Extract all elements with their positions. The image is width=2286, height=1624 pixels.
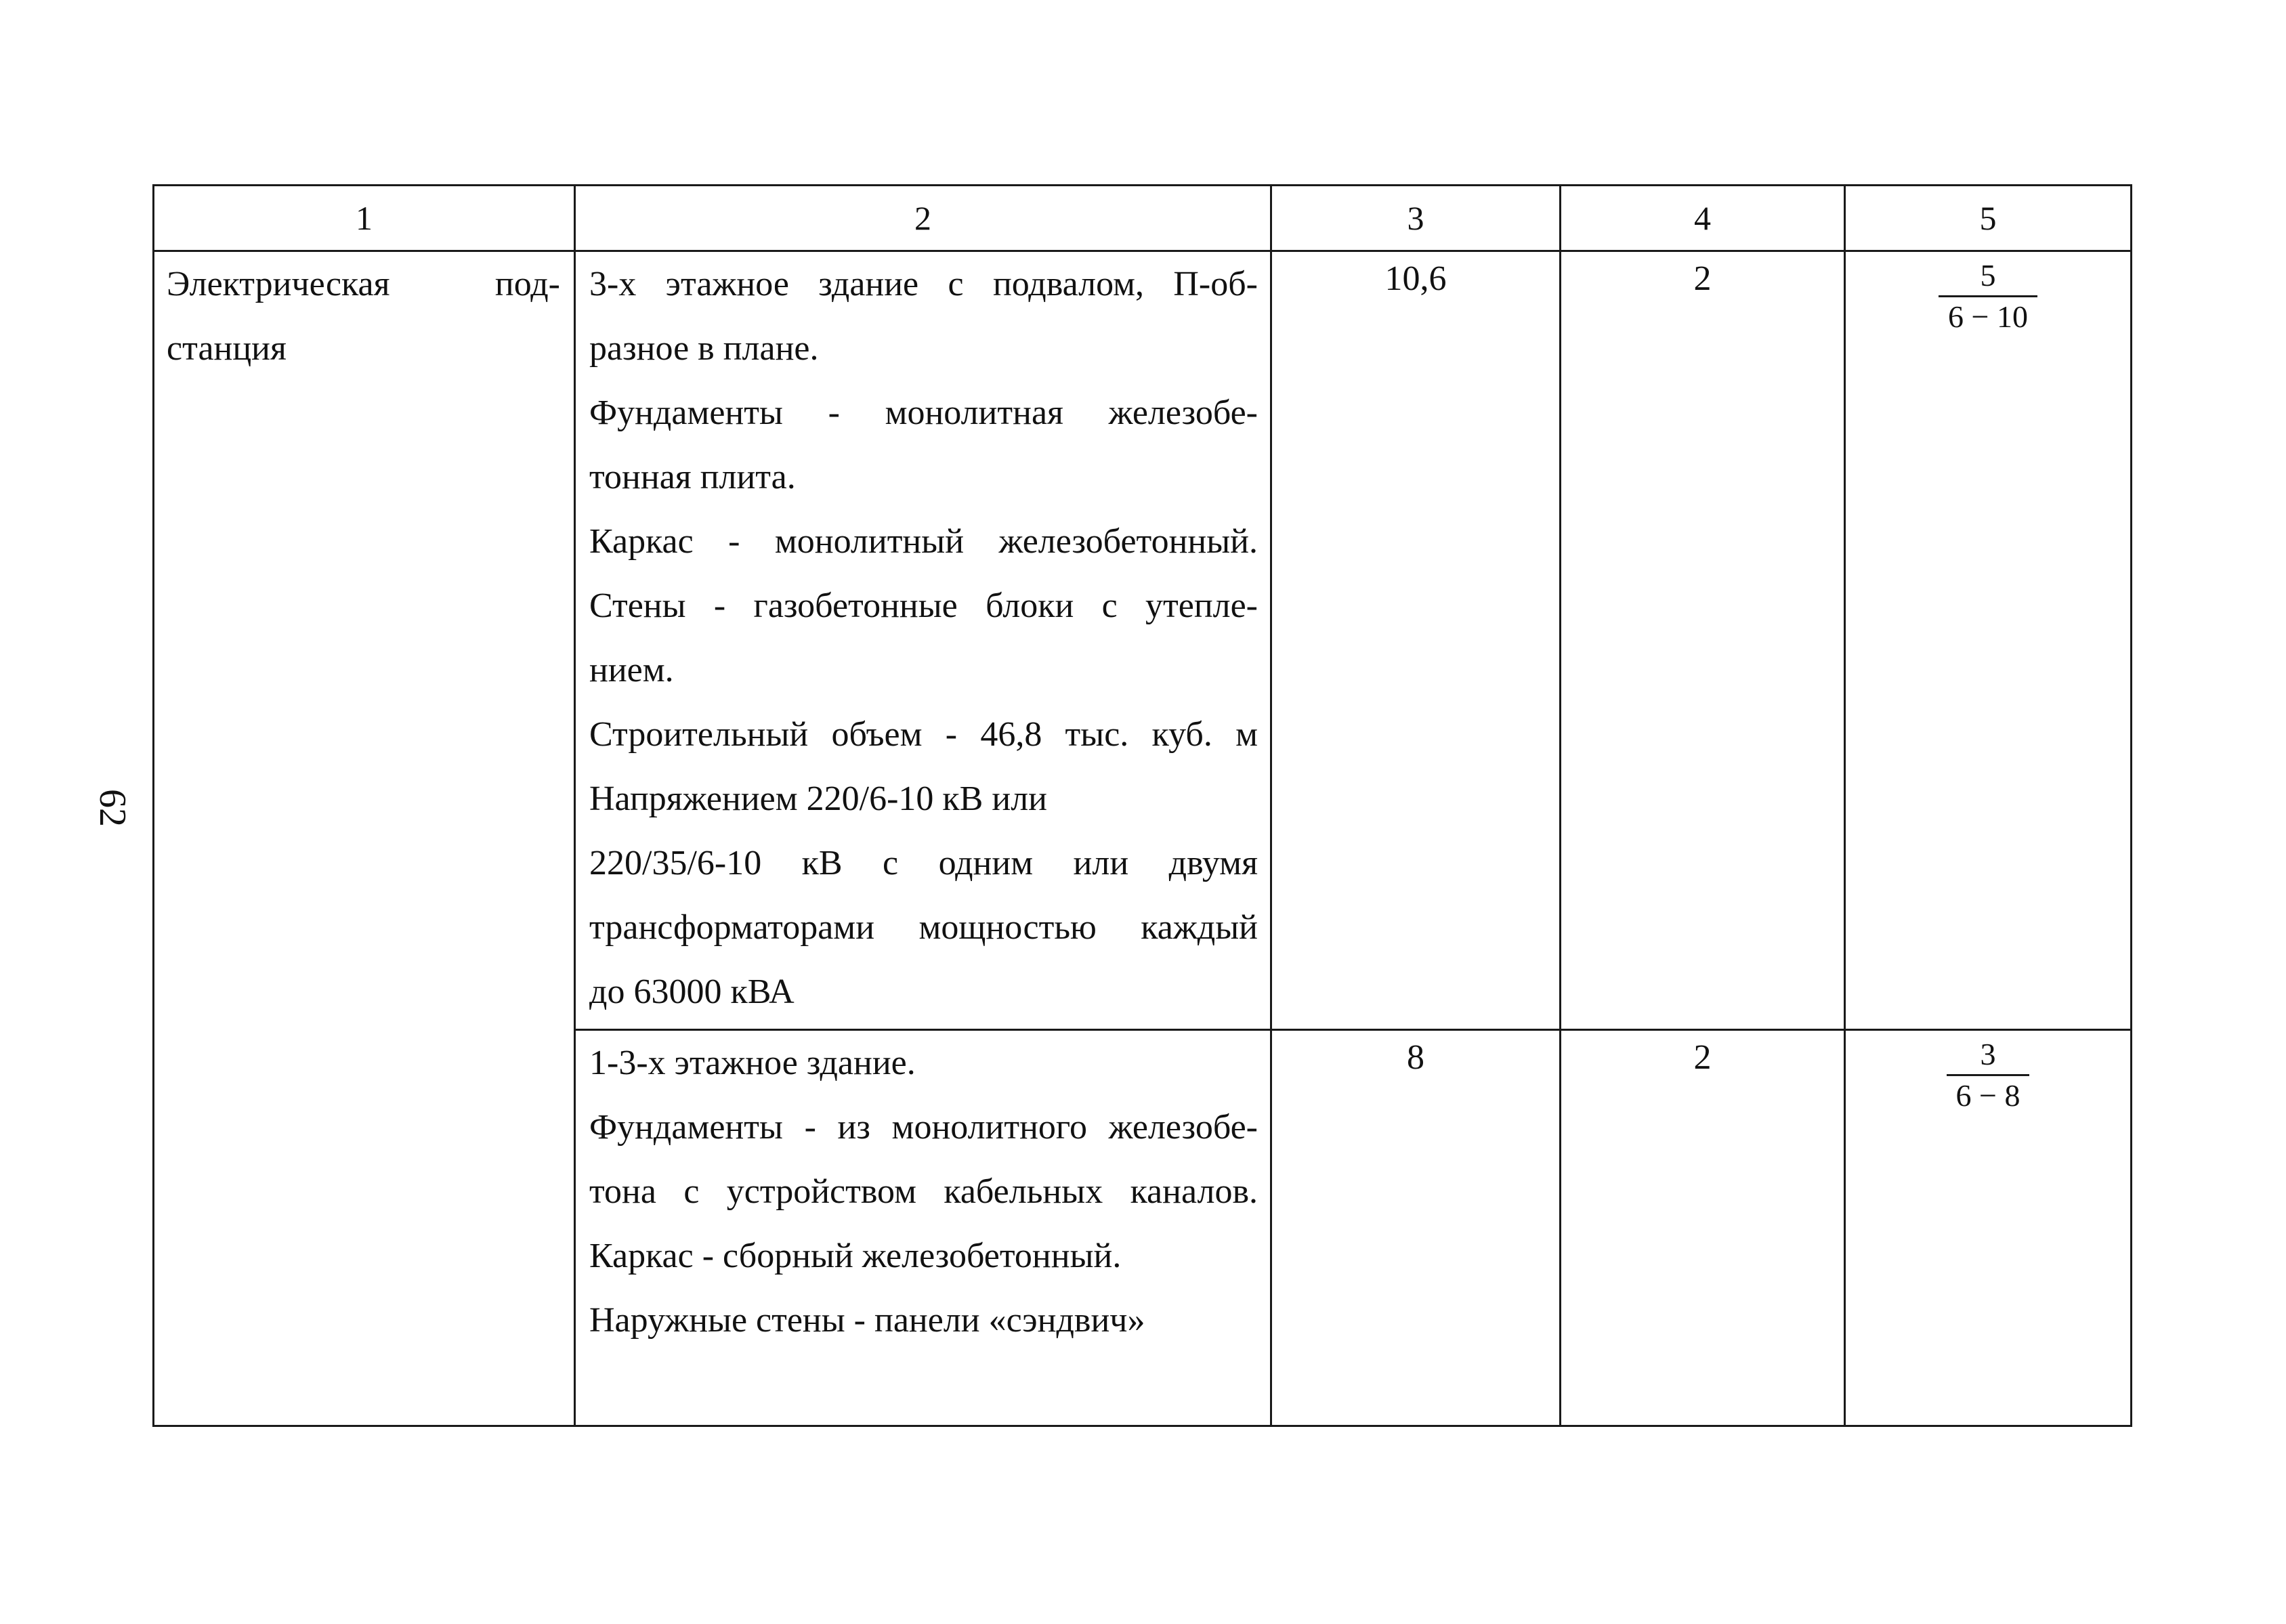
column-header: 4 <box>1561 186 1845 251</box>
description-line: Каркас - сборный железобетонный. <box>589 1237 1122 1275</box>
column-header: 2 <box>575 186 1271 251</box>
description-line: Строительный объем - 46,8 тыс. куб. м <box>589 715 1258 754</box>
description-line: 3-х этажное здание с подвалом, П-об- <box>589 265 1258 303</box>
object-name-cell <box>154 251 575 1426</box>
table-header-row <box>154 186 2132 251</box>
fraction-numerator: 3 <box>1947 1039 2030 1076</box>
description-line: нием. <box>589 651 674 689</box>
fraction-denominator: 6 − 8 <box>1955 1078 2020 1113</box>
description-line: 1-3-х этажное здание. <box>589 1044 916 1082</box>
fraction-value <box>1939 260 2037 333</box>
value-cell-col5 <box>1845 1030 2132 1426</box>
value-cell-col5 <box>1845 251 2132 1030</box>
column-header: 5 <box>1845 186 2132 251</box>
description-line: тона с устройством кабельных каналов. <box>589 1172 1258 1211</box>
spec-table <box>152 184 2132 1427</box>
description-line: Стены - газобетонные блоки с утепле- <box>589 586 1258 625</box>
fraction-numerator: 5 <box>1939 260 2037 297</box>
table-row <box>154 251 2132 1030</box>
description-line: Фундаменты - монолитная железобе- <box>589 393 1258 432</box>
description-line: трансформаторами мощностью каждый <box>589 908 1258 947</box>
description-line: Фундаменты - из монолитного железобе- <box>589 1108 1258 1147</box>
column-header: 1 <box>154 186 575 251</box>
description-cell <box>575 251 1271 1030</box>
object-name-line: станция <box>167 329 287 368</box>
description-line: до 63000 кВА <box>589 973 795 1011</box>
description-line: разное в плане. <box>589 329 819 368</box>
spec-table-container <box>152 184 2130 1425</box>
description-cell <box>575 1030 1271 1426</box>
value-cell-col3: 8 <box>1271 1030 1561 1426</box>
column-header: 3 <box>1271 186 1561 251</box>
fraction-denominator: 6 − 10 <box>1948 299 2028 334</box>
value-cell-col4: 2 <box>1561 251 1845 1030</box>
description-line: Каркас - монолитный железобетонный. <box>589 522 1258 561</box>
description-line: Напряжением 220/6-10 кВ или <box>589 779 1047 818</box>
value-cell-col3: 10,6 <box>1271 251 1561 1030</box>
fraction-value <box>1947 1039 2030 1111</box>
object-name-line: Электрическая под- <box>167 265 560 303</box>
description-line: 220/35/6-10 кВ с одним или двумя <box>589 844 1258 882</box>
value-cell-col4: 2 <box>1561 1030 1845 1426</box>
description-line: Наружные стены - панели «сэндвич» <box>589 1301 1145 1340</box>
page-number: 62 <box>91 789 133 827</box>
description-line: тонная плита. <box>589 458 796 496</box>
